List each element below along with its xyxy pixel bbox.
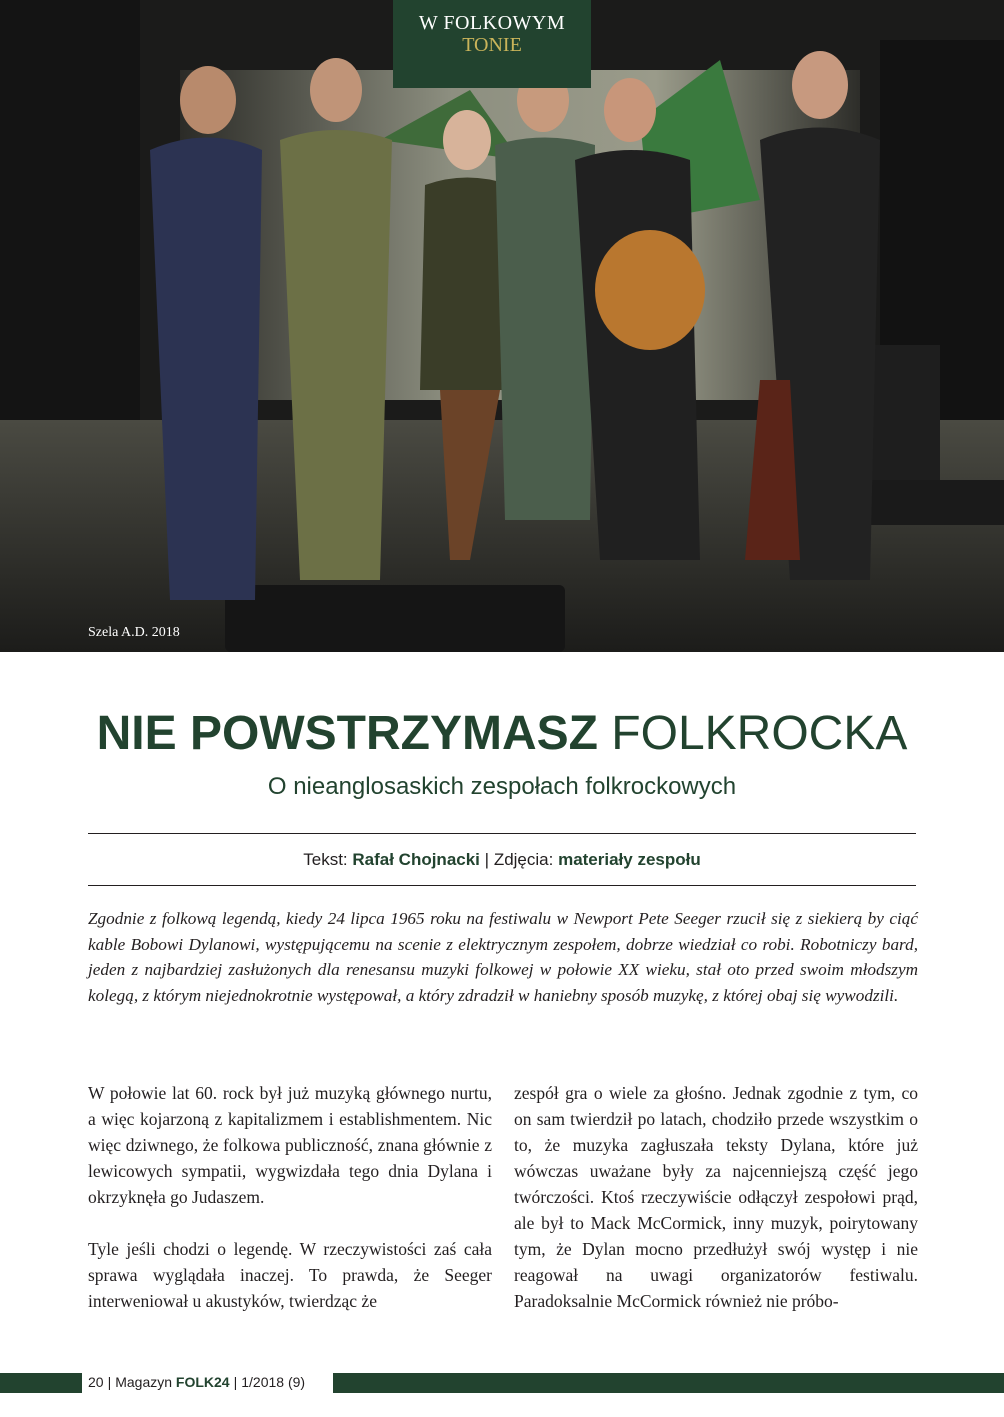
pedalboard bbox=[860, 480, 1004, 525]
photo-credit: Szela A.D. 2018 bbox=[88, 625, 180, 640]
page-footer bbox=[0, 1373, 1004, 1393]
byline bbox=[0, 850, 1004, 870]
byline-photo-source: materiały zespołu bbox=[558, 850, 701, 869]
article-lead: Zgodnie z folkową legendą, kiedy 24 lipca 1965 roku na festiwalu w Newport Pete Seeger rzucił się z siekierą by ciąć kable Bobowi Dylanowi, występującemu na scenie z elektrycznym zespołem, dobrze wiedział co robi. Robotniczy bard, jeden z najbardziej zasłużonych dla renesansu muzyki folkowej w połowie XX wieku, stał oto przed swoim młodszym kolegą, z którym niejednokrotnie występował, a który zdradził w haniebny sposób muzykę, z której obaj się wywodzili. bbox=[88, 909, 918, 1005]
magazine-label: Magazyn bbox=[115, 1374, 173, 1390]
section-tab-line1: W FOLKOWYM bbox=[418, 12, 566, 34]
paragraph: zespół gra o wiele za głośno. Jednak zgodnie z tym, co on sam twierdził po latach, chodziło przede wszystkim o to, że muzyka zagłuszała teksty Dylana, które już wówczas uważane były za najcenniejszą część jego twórczości. Ktoś rzeczywiście odłączył zespołowi prąd, ale był to Mack McCormick, inny muzyk, poirytowany tym, że Dylan mocno przedłużył swój występ i nie reagował na uwagi organizatorów festiwalu. Paradoksalnie McCormick również nie próbo- bbox=[514, 1083, 918, 1311]
stage-monitor bbox=[225, 585, 565, 652]
article-title bbox=[0, 704, 1004, 764]
bottom-rule bbox=[88, 885, 916, 886]
section-tab-line2: TONIE bbox=[462, 34, 522, 56]
section-tab bbox=[393, 0, 591, 88]
acoustic-guitar bbox=[595, 230, 705, 350]
article-title-light: FOLKROCKA bbox=[611, 707, 908, 760]
band-photo-illustration bbox=[0, 0, 1004, 652]
footer-text: 20 | Magazyn FOLK24 | 1/2018 (9) bbox=[88, 1374, 306, 1390]
paragraph: Tyle jeśli chodzi o legendę. W rzeczywistości zaś cała sprawa wyglądała inaczej. To prawda, że Seeger interweniował u akustyków, twierdząc że bbox=[88, 1239, 492, 1311]
article-subtitle: O nieanglosaskich zespołach folkrockowych bbox=[267, 773, 737, 800]
byline-text-label: Tekst: bbox=[303, 850, 348, 869]
issue-number: 1/2018 (9) bbox=[241, 1374, 306, 1390]
top-rule bbox=[88, 833, 916, 834]
footer-bar-right bbox=[333, 1373, 1004, 1393]
paragraph: W połowie lat 60. rock był już muzyką głównego nurtu, a więc kojarzoną z kapitalizmem i establishmentem. Nic więc dziwnego, że folkowa publiczność, znana głównie z lewicowych sympatii, wygwizdała tego dnia Dylana i okrzyknęła go Judaszem. bbox=[88, 1083, 492, 1207]
byline-photo-label: Zdjęcia: bbox=[493, 850, 554, 869]
band-photo bbox=[0, 0, 1004, 652]
page-number: 20 bbox=[88, 1374, 104, 1390]
byline-author: Rafał Chojnacki bbox=[352, 850, 480, 869]
magazine-name: FOLK24 bbox=[175, 1374, 230, 1390]
byline-separator: | bbox=[484, 850, 490, 869]
footer-bar-left bbox=[0, 1373, 82, 1393]
article-title-bold: NIE POWSTRZYMASZ bbox=[96, 707, 598, 760]
column-left bbox=[88, 1080, 492, 1340]
column-right bbox=[514, 1080, 918, 1340]
